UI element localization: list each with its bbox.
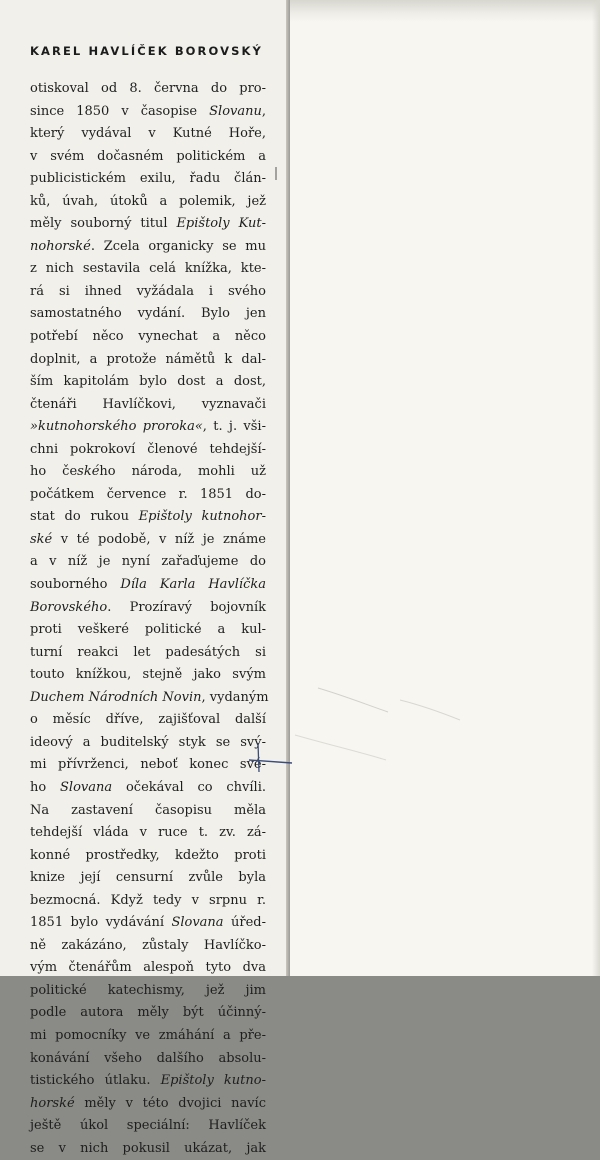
text-line: stat do rukou Epištoly kutnohor-: [30, 509, 266, 525]
text-line: publicistickém exilu, řadu člán-: [30, 171, 266, 187]
text-line: horské měly v této dvojici navíc: [30, 1095, 266, 1111]
text-line: z nich sestavila celá knížka, kte-: [30, 261, 266, 277]
text-line: ideový a buditelský styk se svý-: [30, 734, 266, 750]
text-line: konávání všeho dalšího absolu-: [30, 1050, 266, 1066]
text-line: ho českého národa, mohli už: [30, 464, 267, 480]
text-line: Borovského. Prozíravý bojovník: [30, 599, 266, 615]
text-line: »kutnohorského proroka«, t. j. vši-: [30, 419, 266, 435]
text-line: souborného Díla Karla Havlíčka: [30, 577, 266, 593]
text-line: ještě úkol speciální: Havlíček: [30, 1118, 266, 1134]
text-line: proti veškeré politické a kul-: [30, 622, 266, 638]
text-line: nohorské. Zcela organicky se mu: [30, 238, 266, 254]
text-line: v svém dočasném politickém a: [30, 148, 266, 164]
text-line: ho Slovana očekával co chvíli.: [30, 779, 266, 795]
text-line: politické katechismy, jež jim: [30, 982, 266, 998]
text-line: mi pomocníky ve zmáhání a pře-: [30, 1027, 266, 1043]
text-line: ším kapitolám bylo dost a dost,: [30, 374, 266, 390]
text-line: rá si ihned vyžádala i svého: [30, 283, 266, 299]
text-line: otiskoval od 8. června do pro-: [30, 81, 266, 96]
flap-header: KAREL HAVLÍČEK BOROVSKÝ: [30, 44, 263, 58]
text-line: měly souborný titul Epištoly Kut-: [30, 216, 266, 232]
text-line: ské v té podobě, v níž je známe: [30, 531, 266, 547]
text-line: touto knížkou, stejně jako svým: [30, 667, 266, 683]
text-line: potřebí něco vynechat a něco: [30, 329, 266, 345]
text-line: čtenáři Havlíčkovi, vyznavači: [30, 396, 266, 412]
text-line: turní reakci let padesátých si: [30, 644, 266, 660]
text-line: ně zakázáno, zůstaly Havlíčko-: [30, 937, 266, 953]
text-line: ků, úvah, útoků a polemik, jež: [30, 193, 266, 209]
text-line: mi přívrženci, neboť konec své-: [30, 757, 266, 773]
text-line: tehdejší vláda v ruce t. zv. zá-: [30, 825, 266, 841]
text-line: knize její censurní zvůle byla: [30, 870, 266, 886]
text-line: podle autora měly být účinný-: [30, 1005, 266, 1021]
text-line: since 1850 v časopise Slovanu,: [30, 103, 266, 119]
text-line: Duchem Národních Novin, vydaným: [30, 689, 269, 705]
text-line: počátkem července r. 1851 do-: [30, 486, 266, 502]
text-line: a v níž je nyní zařaďujeme do: [30, 554, 266, 570]
text-line: o měsíc dříve, zajišťoval další: [30, 712, 266, 728]
text-line: tistického útlaku. Epištoly kutno-: [30, 1073, 266, 1089]
text-line: 1851 bylo vydávání Slovana úřed-: [30, 915, 266, 931]
text-line: chni pokrokoví členové tehdejší-: [30, 441, 266, 457]
text-line: Na zastavení časopisu měla: [30, 802, 266, 818]
text-line: se v nich pokusil ukázat, jak: [30, 1140, 266, 1156]
text-line: doplnit, a protože námětů k dal-: [30, 351, 266, 367]
text-line: který vydával v Kutné Hoře,: [30, 126, 266, 142]
text-line: konné prostředky, kdežto proti: [30, 847, 266, 863]
text-line: samostatného vydání. Bylo jen: [30, 306, 266, 322]
text-line: bezmocná. Když tedy v srpnu r.: [30, 892, 266, 908]
text-line: vým čtenářům alespoň tyto dva: [30, 960, 266, 976]
